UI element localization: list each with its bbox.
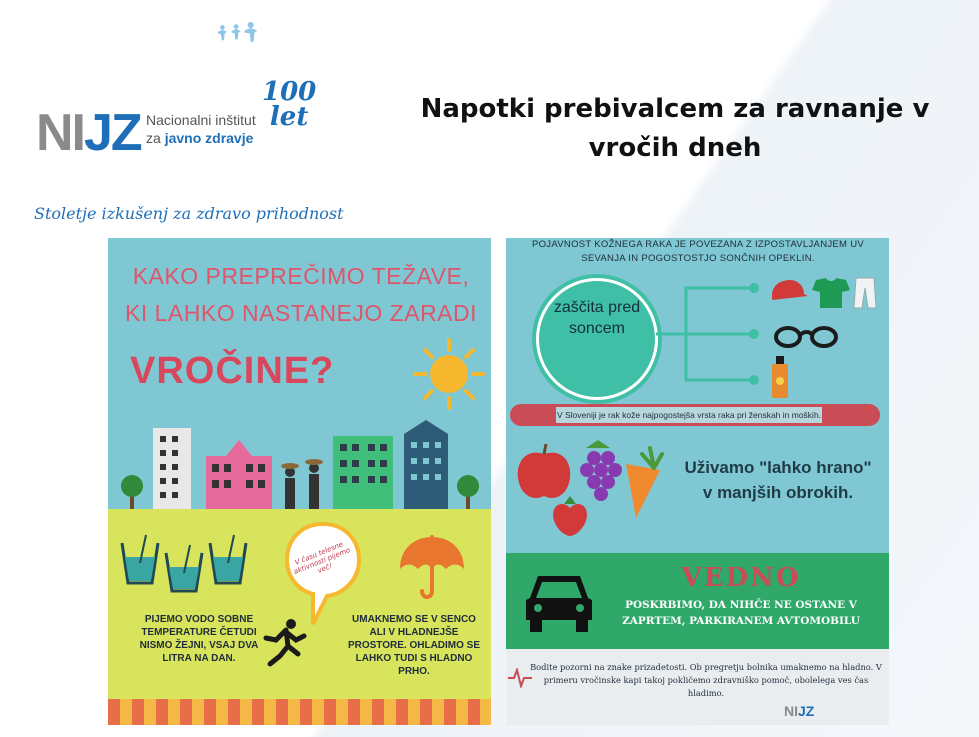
fruits-vegetables-icon (514, 434, 670, 540)
institute-line-2-prefix: za (146, 129, 161, 146)
page-title: Napotki prebivalcem za ravnanje v vročih dneh (420, 94, 930, 163)
heat-poster-left (108, 238, 491, 725)
branch-lines-icon (656, 278, 766, 388)
nijz-logo (36, 104, 141, 162)
institute-line-2-bold: javno zdravje (164, 129, 254, 146)
sun-protection-label: zaščita pred soncem (553, 299, 641, 337)
umbrella-icon (396, 533, 468, 603)
light-food-text: Uživamo "lahko hrano" v manjših obrokih. (684, 458, 872, 502)
warning-text: Bodite pozorni na znake prizadetosti. Ob pregretju bolnika umaknemo na hladno. V primeru vročinske kapi takoj pokličemo zdravniško pomoč, obolelega ves čas hladimo. (530, 662, 882, 698)
cancer-bar-text: V Sloveniji je rak kože najpogostejša vrsta raka pri ženskah in moških. (556, 407, 822, 423)
skin-cancer-text: POJAVNOST KOŽNEGA RAKA JE POVEZANA Z IZPOSTAVLJANJEM UV SEVANJA IN POGOSTOSTJO SONČNIH OPEKLIN. (531, 239, 864, 264)
institute-line-1: Nacionalni inštitut (146, 112, 256, 128)
anniversary-number: 100 (262, 77, 317, 107)
always-heading: VEDNO (681, 563, 801, 593)
heat-poster-right (506, 238, 889, 725)
poster-headline: KAKO PREPREČIMO TEŽAVE, KI LAHKO NASTANEJO ZARADI (124, 263, 478, 326)
cap-shirt-pants-icon (768, 274, 880, 310)
bubble-text: V času telesne aktivnosti pijemo več! (292, 540, 352, 577)
shade-text: UMAKNEMO SE V SENCO ALI V HLADNEJŠE PROSTORE. OHLADIMO SE LAHKO TUDI S HLADNO PRHO. (347, 614, 481, 677)
city-skyline-icon (108, 418, 491, 513)
poster-headline-emphasis: VROČINE? (130, 350, 335, 392)
logo-text-jz: JZ (84, 104, 141, 162)
logo-text-ni: NI (36, 104, 84, 162)
decorative-pattern (108, 699, 491, 725)
mini-logo-jz: JZ (798, 703, 815, 719)
glasses-icon (772, 324, 842, 350)
nijz-mini-logo (784, 703, 814, 719)
anniversary-badge (262, 77, 317, 132)
car-warning-text: POSKRBIMO, DA NIHČE NE OSTANE V ZAPRTEM, PARKIRANEM AVTOMOBILU (622, 599, 860, 627)
sun-icon (413, 338, 485, 410)
sunscreen-icon (770, 356, 790, 400)
mini-logo-ni: NI (784, 703, 798, 719)
car-icon (524, 570, 594, 634)
slogan: Stoletje izkušenj za zdravo prihodnost (34, 204, 344, 223)
anniversary-word: let (269, 101, 309, 132)
drink-water-text: PIJEMO VODO SOBNE TEMPERATURE ČETUDI NISMO ŽEJNI, VSAJ DVA LITRA NA DAN. (139, 614, 259, 664)
institute-name (146, 112, 256, 147)
water-glasses-icon (118, 533, 248, 593)
